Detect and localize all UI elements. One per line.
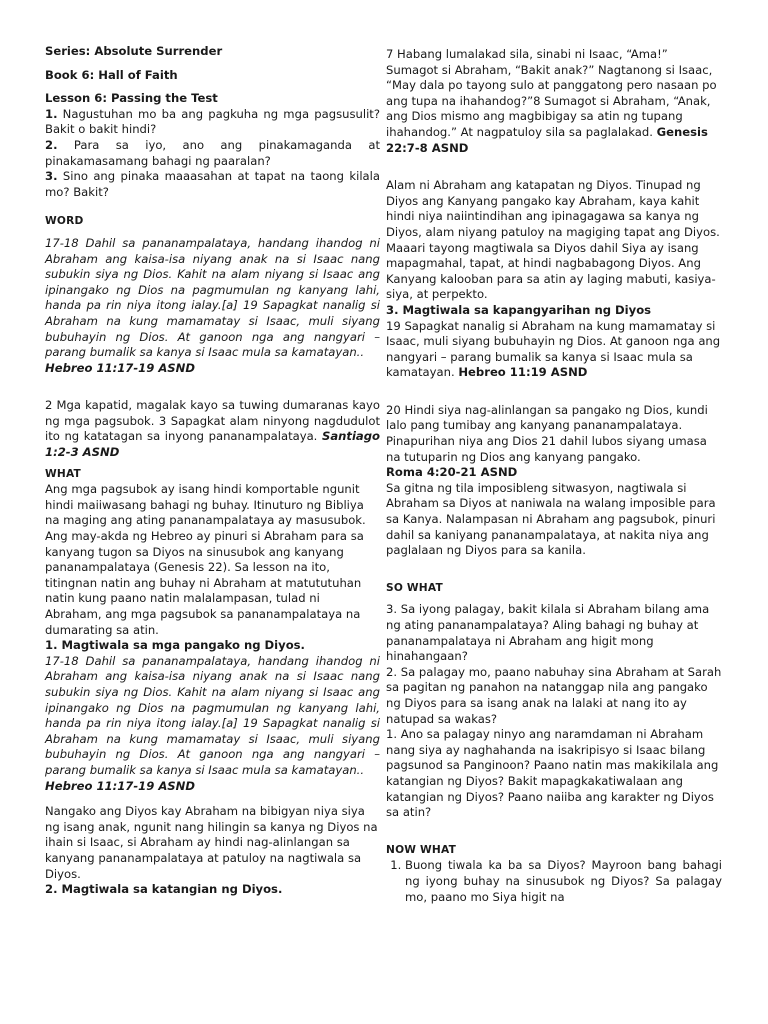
james-passage: 2 Mga kapatid, magalak kayo sa tuwing dumaranas kayo ng mga pagsubok. 3 Sapagkat alam ninyong nagdudulot ito ng katatagan sa inyong pananampalataya. Santiago 1:2-3 ASND [45,398,380,460]
question-1: 1. Nagustuhan mo ba ang pagkuha ng mga pagsusulit? Bakit o bakit hindi? [45,106,380,137]
now-what-heading: NOW WHAT [386,843,456,856]
so-what-heading: SO WHAT [386,581,443,594]
genesis-reference: Genesis 22:7-8 ASND [386,124,708,155]
genesis-passage: 7 Habang lumalakad sila, sinabi ni Isaac, “Ama!” Sumagot si Abraham, “Bakit anak?” Nagtanong si Isaac, “May dala po tayong sulo at panggatong pero nasaan po ang tupa na ihahandog?”8 Sumagot si Abraham, “Anak, ang Dios mismo ang magbibigay sa atin ng tupang ihahandog.” At nagpatuloy sila sa paglalakad. Genesis 22:7-8 ASND [386,47,717,155]
james-reference: Santiago 1:2-3 ASND [45,429,380,460]
romans-passage: 20 Hindi siya nag-alinlangan sa pangako ng Dios, kundi lalo pang tumibay ang kanyang pananampalataya. Pinapurihan niya ang Dios 21 dahil lubos siyang umasa na tutuparin ng Dios ang kanyang pangako. [386,402,708,464]
hebrews-19-passage: 19 Sapagkat nanalig si Abraham na kung mamamatay si Isaac, muli siyang bubuhayin ng Dios. At ganoon nga ang nangyari – parang bumalik sa kanya si Isaac mula sa kamatayan. Hebreo 11:19 ASND [386,318,721,380]
promise-paragraph: Nangako ang Diyos kay Abraham na bibigyan niya siya ng isang anak, ngunit nang hilingin sa kanya ng Diyos na ihain si Isaac, si Abraham ay hindi nag-alinlangan sa kanyang pananampalataya at patuloy na nagtiwala sa Diyos. [45,804,378,881]
point-1-reference: Hebreo 11:17-19 ASND [45,778,195,793]
so-what-item: 3. Sa iyong palagay, bakit kilala si Abraham bilang ama ng ating pananampalataya? Aling bahagi ng buhay at pananampalataya ni Abraham ang higit mong hinahangaan? [386,602,710,664]
so-what-item: 2. Sa palagay mo, paano nabuhay sina Abraham at Sarah sa pagitan ng panahon na natanggap nila ang pangako ng Diyos para sa isang anak na lalaki at nang ito ay natupad sa wakas? [386,664,722,726]
question-3: 3. Sino ang pinaka maaasahan at tapat na taong kilala mo? Bakit? [45,169,380,199]
left-column [45,44,380,898]
question-2: 2. Para sa iyo, ano ang pinakamaganda at pinakamasamang bahagi ng paaralan? [45,137,380,168]
word-reference: Hebreo 11:17-19 ASND [45,360,195,375]
word-heading: WORD [45,215,84,228]
now-what-item: 1. Buong tiwala ka ba sa Diyos? Mayroon bang bahagi ng iyong buhay na sinusubok ng Diyos? Sa palagay mo, paano mo Siya higit na [405,858,722,905]
what-intro: Ang mga pagsubok ay isang hindi komportable ngunit hindi maiiwasang bahagi ng buhay. Itinuturo ng Bibliya na maging ang ating pananampalataya ay masusubok. Ang may-akda ng Hebreo ay pinuri si Abraham para sa kanyang tugon sa Diyos na sinusubok ang kanyang pananampalataya (Genesis 22). Sa lesson na ito, titingnan natin ang buhay ni Abraham at matututuhan natin kung paano natin malalampasan, tulad ni Abraham, ang mga pagsubok sa pananampalataya na dumarating sa atin. [45,482,366,637]
lesson-title: Lesson 6: Passing the Test [45,91,218,106]
hebrews-19-reference: Hebreo 11:19 ASND [458,365,588,380]
so-what-item: 1. Ano sa palagay ninyo ang naramdaman ni Abraham nang siya ay naghahanda na isakripisyo si Isaac bilang pagsunod sa Panginoon? Paano natin mas makikilala ang katangian ng Diyos? Bakit mapagkakatiwalaan ang katangian ng Diyos? Paano naiiba ang karakter ng Diyos sa atin? [386,727,719,820]
now-what-list [386,858,722,905]
book-title: Book 6: Hall of Faith [45,67,178,82]
point-1-passage: 17-18 Dahil sa pananampalataya, handang ihandog ni Abraham ang kaisa-isa niyang anak na si Isaac nang subukin siya ng Dios. Kahit na alam niyang si Isaac ang ipinangako ng Dios na pagmumulan ng kanyang lahi, handa pa rin niya itong ialay.[a] 19 Sapagkat nanalig si Abraham na kung mamamatay si Isaac, muli siyang bubuhayin ng Dios. At ganoon nga ang nangyari – parang bumalik sa kanya si Isaac mula sa kamatayan.. [45,653,380,777]
right-column [386,47,722,905]
power-paragraph: Sa gitna ng tila imposibleng sitwasyon, nagtiwala si Abraham sa Diyos at naniwala na walang imposible para sa Kanya. Nalampasan ni Abraham ang pagsubok, pinuri dahil sa kaniyang pananampalataya, at nakita niya ang paglalaan ng Diyos para sa kanila. [386,480,716,558]
character-paragraph: Alam ni Abraham ang katapatan ng Diyos. Tinupad ng Diyos ang Kanyang pangako kay Abraham, kaya kahit hindi niya naiintindihan ang ipinagagawa sa kanya ng Diyos, alam niyang patuloy na magiging tapat ang Diyos. Maaari tayong magtiwala sa Diyos dahil Siya ay isang mapagmahal, tapat, at hindi nagbabagong Diyos. Ang Kanyang kalooban para sa atin ay laging mabuti, kasiya-siya, at perpekto. [386,178,720,302]
point-2-heading: 2. Magtiwala sa katangian ng Diyos. [45,882,283,897]
point-1-heading: 1. Magtiwala sa mga pangako ng Diyos. [45,638,305,653]
point-3-heading: 3. Magtiwala sa kapangyarihan ng Diyos [386,302,652,317]
word-passage: 17-18 Dahil sa pananampalataya, handang ihandog ni Abraham ang kaisa-isa niyang anak na si Isaac nang subukin siya ng Dios. Kahit na alam niyang si Isaac ang ipinangako ng Dios na pagmumulan ng kanyang lahi, handa pa rin niya itong ialay.[a] 19 Sapagkat nanalig si Abraham na kung mamamatay si Isaac, muli siyang bubuhayin ng Dios. At ganoon nga ang nangyari – parang bumalik sa kanya si Isaac mula sa kamatayan.. [45,235,380,360]
romans-reference: Roma 4:20-21 ASND [386,465,518,480]
series-title: Series: Absolute Surrender [45,44,223,58]
what-heading: WHAT [45,467,81,480]
